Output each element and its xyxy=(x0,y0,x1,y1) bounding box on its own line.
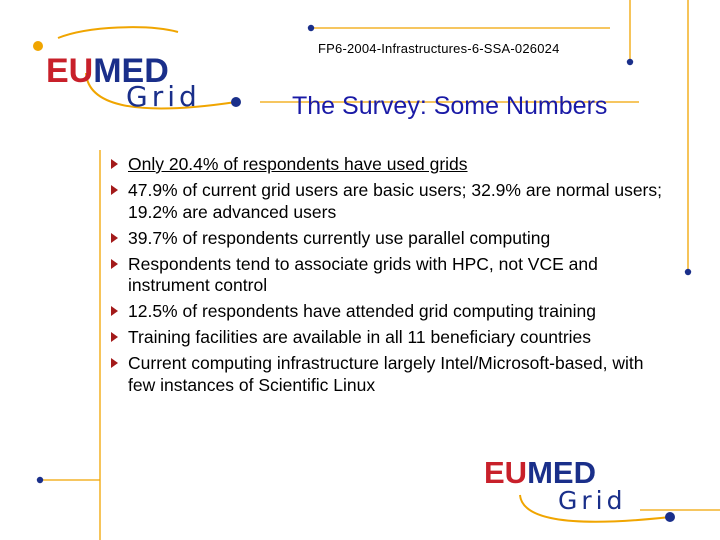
logo-blue-dot xyxy=(231,97,241,107)
project-code: FP6-2004-Infrastructures-6-SSA-026024 xyxy=(318,41,560,56)
logo-word-med: MED xyxy=(93,52,169,90)
bullet-arrow-icon xyxy=(111,259,118,269)
bullet-arrow-icon xyxy=(111,185,118,195)
logo-word-med-2: MED xyxy=(527,455,596,490)
logo-orange-dot xyxy=(33,41,43,51)
eumed-grid-logo-bottom xyxy=(470,445,690,535)
bullet-item xyxy=(106,228,666,250)
bullet-arrow-icon xyxy=(111,358,118,368)
logo-word-grid-2: Grid xyxy=(558,486,627,515)
bullet-item xyxy=(106,154,666,176)
bullet-item xyxy=(106,301,666,323)
slide-title: The Survey: Some Numbers xyxy=(292,92,608,120)
bottom-left-dot xyxy=(37,477,43,483)
logo-word-grid: Grid xyxy=(126,80,201,113)
bullet-text: 12.5% of respondents have attended grid computing training xyxy=(128,301,596,321)
logo-word-eu: EU xyxy=(46,52,94,90)
bullet-arrow-icon xyxy=(111,332,118,342)
top-dot xyxy=(308,25,314,31)
bullet-item xyxy=(106,327,666,349)
logo-blue-dot-2 xyxy=(665,512,675,522)
bullet-arrow-icon xyxy=(111,159,118,169)
bullet-text: 39.7% of respondents currently use parallel computing xyxy=(128,227,551,248)
bullet-text: 47.9% of current grid users are basic users; 32.9% are normal users; 19.2% are advanced users xyxy=(128,180,662,222)
bullet-item xyxy=(106,353,666,396)
bullet-text: Current computing infrastructure largely Intel/Microsoft-based, with few instances of Scientific Linux xyxy=(128,353,644,395)
bullet-arrow-icon xyxy=(111,233,118,243)
top-right-dot xyxy=(627,59,633,65)
bullet-text: Only 20.4% of respondents have used grids xyxy=(128,154,468,174)
bullet-arrow-icon xyxy=(111,306,118,316)
bullet-item xyxy=(106,180,666,223)
eumed-grid-logo-top xyxy=(28,18,258,123)
bullet-item xyxy=(106,254,666,297)
logo-arc-top xyxy=(58,27,178,38)
right-dot xyxy=(685,269,691,275)
logo-wordmark-2 xyxy=(484,455,596,490)
bullet-text: Respondents tend to associate grids with HPC, not VCE and instrument control xyxy=(128,253,598,295)
bullet-text: Training facilities are available in all 11 beneficiary countries xyxy=(128,327,592,347)
logo-word-eu-2: EU xyxy=(484,455,528,490)
bullet-list xyxy=(106,154,666,401)
